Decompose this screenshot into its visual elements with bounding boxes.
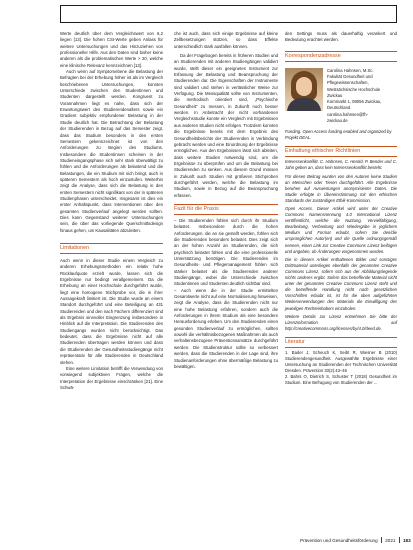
body-paragraph: Werte deutlich über dem Vergleichswert von 6,2 liegen [13]. Die hohen CSI-Werte geben Anlass für weitere Untersuchungen und das Hinzuziehen von professioneller Hilfe. Aus den Daten sind bisher keine anderen als die problematischen Werte > 20, welche eine klinische Relevanz kennzeichnen [13]. — [60, 31, 163, 68]
author-address — [327, 68, 381, 125]
text-column-middle — [174, 31, 278, 370]
ethics-paragraph: Die in diesem Artikel enthaltenen Bilder und sonstiges Drittmaterial unterliegen ebenfalls der genannten Creative Commons Lizenz, sofern sich aus der Abbildungslegende nichts anderes ergibt. Sofern das betreffende Material nicht unter der genannten Creative Commons Lizenz steht und die betreffende Handlung nicht nach gesetzlichen Vorschriften erlaubt ist, ist für die oben aufgeführten Weiterverwendungen des Materials die Einwilligung des jeweiligen Rechteinhabers einzuholen. — [285, 256, 397, 311]
author-line: Fakultät Gesundheit und — [327, 73, 373, 79]
text-column-right — [285, 31, 397, 386]
bullet-list: – Die Studierenden fühlen sich durch ihr Studium belastet. Insbesondere durch die hohen Anforderungen, die an sie gestellt werden, fühlen sich die Studierenden besonders belastet. Dies zeigt sich an der hohen Anzahl an Studierenden, die sich psychisch belastet fühlen und die eine professionelle Unterstützung benötigen. Die Studierenden im Gesundheits- und Pflegemanagement fühlen sich stärker belastet als die Studierenden anderer Studiengänge, wobei die Unterschiede zwischen Studentinnen und Studenten deutlich sichtbar sind. – Auch wenn die in der Studie ermittelten Gesamtwerte nicht auf eine Normalisierung hinweisen, zeigt die Analyse, dass die Studierenden nicht nur eine hohe Belastung erfahren, sondern auch die Anforderungen in ihrem Studium als eine besondere Herausforderung erleben. Um den Studierenden einen gesunden Studienverlauf zu ermöglichen, sollten sowohl die verhältnisbezogenen Maßnahmen als auch verhaltensbezogene Präventionsansätze durchgeführt werden. Die Studienstruktur sollte so verbessert werden, dass die Studierenden in der Lage sind, ihre Studienanforderungen ohne übermäßige Belastung zu bewältigen. — [174, 217, 278, 369]
text-column-left — [60, 31, 163, 391]
ethics-license-link: Weitere Details zur Lizenz entnehmen Sie bitte der Lizenzinformation auf http://creativecommons.org/licenses/by/4.0/deed.de. — [285, 313, 397, 331]
footer-separator — [399, 537, 400, 543]
footer-separator — [381, 537, 382, 543]
author-photo — [285, 68, 323, 111]
body-paragraph: che ist auch, dass sich einige Ergebnisse auf kleine Zellbesetzungen stützen, so dass Effekte unterschiedlich stark ausfallen können. — [174, 31, 278, 49]
author-line: Pflegewissenschaften, — [327, 80, 369, 86]
section-heading: Limitationen — [60, 243, 163, 254]
literature-list — [285, 350, 397, 387]
body-paragraph: Eine weitere Limitation betrifft die Verwendung von vorwiegend subjektiven Fragen, welche die Interpretation der Ergebnisse einschränken [21]. Eine Schwä- — [60, 365, 163, 390]
author-box — [285, 68, 397, 125]
ethics-section — [285, 159, 397, 332]
body-paragraph: Auch wenn auf Symptomebene die Belastung der Befragten bei der Erhebung höher ist als im Vergleich beschriebenen Untersuchungen, konnten Unterschiede zwischen den Studentinnen und Studenten dargestellt werden. Kongruent zu Vorannahmen liegt es nahe, dass sich der Erwartungswert des Studierendenalters sowie ein Gradient subjektiv empfundener Belastung in der Studie deutlich hat. Die Betrachtung der Belastung der Studierenden in Bezug auf das Semester zeigt, dass das Studium besonders in den ersten Semestern gekennzeichnet ist von den Anforderungen zu Beginn des Studiums. Insbesondere die Studentinnen scheinen in der Studieneingangsphase sich sehr stark überwältigt zu fühlen und die Anforderungen als belastend und die Belastungen, die ein Studium mit sich bringt, auch in späteren Semestern als hoch einzustufen. Weiterhin zeigt die Analyse, dass sich die Belastung in den ersten Semestern nicht signifikant von der in späteren Studienphasen unterscheidet. Insgesamt ist dies ein erster Anhaltspunkt, dass Interventionen über den gesamten Studienverlauf angelegt werden sollten. Dies kann Gegenstand weiterer Untersuchungen sein, die über das vorliegende Querschnittsdesign hinaus gehen, um Kausalitäten abzuleiten. — [60, 69, 163, 233]
author-line: Deutschland — [327, 105, 351, 111]
header-rule-box — [60, 5, 397, 23]
ethics-heading: Einhaltung ethischer Richtlinien — [285, 146, 397, 157]
body-paragraph: Da der Fragebogen bereits in früheren Studien und an Studierenden mit anderen Studiengängen validiert wurde, stellt dieser ein geeignetes Instrument zur Erfassung der Belastung und Beanspruchung der Studierenden dar. Die Eigenschaften der Instrumente sind validiert und stehen in verlässlicher Weise zur Verfügung. Die Messqualität sollte von Instrumenten, die methodisch orientiert sind, „Psychische Gesundheit“ zu messen, in Zukunft noch besser werden. In Anbetracht der nicht vorhandenen Vergleichsstudie konnte ein Vergleich mit Ergebnissen aus anderen Studien nicht erfolgen. Trotzdem konnten die Ergebnisse bereits mit dem Ergebnis des Gesundheitsberichts der Studierenden in Verbindung gebracht werden und eine Einordnung der Ergebnisse ermöglichen. Aus den Ergebnissen lässt sich ableiten, dass weitere Studien notwendig sind, um die Ergebnisse zu überprüfen und um die Belastung bei Studierenden zu senken. Aus diesem Grund müssen in Zukunft auch Studien mit größeren Stichproben durchgeführt werden, welche die Belastung im Studium, sowie in Bezug auf die Beanspruchung erfassen. — [174, 53, 278, 198]
reference-item: 1. Bader J, Scheuch K, Seibt R, Wiesner B (2010) Studierendengesundheit. Ausgewählte Ergebnisse einer Untersuchung an Studierenden der Technischen Universität Dresden. Prävention 33(2):43–46 — [285, 349, 397, 374]
section-heading: Fazit für die Praxis — [174, 204, 278, 215]
correspondence-heading: Korrespondenzadresse — [285, 51, 397, 62]
page-footer — [300, 537, 411, 544]
author-line: Westsächsische Hochschule — [327, 86, 381, 92]
journal-year: 2021 — [385, 538, 396, 543]
ethics-paragraph: Open Access. Dieser Artikel wird unter der Creative Commons Namensnennung 4.0 International Lizenz veröffentlicht, welche die Nutzung, Vervielfältigung, Bearbeitung, Verbreitung und Wiedergabe in jeglichem Medium und Format erlaubt, sofern Sie den/die ursprünglichen Autor(en) und die Quelle ordnungsgemäß nennen, einen Link zur Creative Commons Lizenz beifügen und angeben, ob Änderungen vorgenommen wurden. — [285, 206, 397, 254]
author-line: Carolina Hahnsen, M.Sc. — [327, 67, 374, 73]
body-paragraph: den Settings muss als dauerhaftig verankert und Bedeutung erachtet werden. — [285, 31, 397, 43]
journal-name: Prävention und Gesundheitsförderung — [300, 538, 378, 543]
page-number: 183 — [403, 538, 411, 543]
author-line: Zwickau — [327, 92, 343, 98]
funding-note: Funding. Open Access funding enabled and organized by Projekt DEAL. — [285, 129, 392, 141]
reference-item: 2. Bahrs O, Dietrich S, Schuster T (2018) Gesundheit im Studium. Eine Befragung von Studierenden der ... — [285, 374, 397, 386]
ethics-paragraph: Für diesen Beitrag wurden von den Autoren keine Studien an Menschen oder Tieren durchgeführt. Alle Ergebnisse beruhen auf Auswertungen anonymisierter Daten. Die Studie erfolgte in Übereinstimmung mit den ethischen Standards der zuständigen Ethik-Kommission. — [285, 173, 397, 203]
literature-heading: Literatur — [285, 337, 397, 348]
author-email: carolina.hahnsen@fh- — [327, 111, 369, 117]
ethics-paragraph: Interessenkonflikt. C. Hahnsen, C. Herold, P. Bender und C. Jahn geben an, dass kein Interessenkonflikt besteht. — [285, 159, 397, 171]
body-paragraph: Auch wenn in dieser Studie einem Vergleich zu anderen Erhebungsmethoden ein relativ hohe Rücklaufquote erzielt wurde, lassen sich die Ergebnisse nur bedingt verallgemeinern. Da die Erhebung an einer Hochschule durchgeführt wurde, liegt eine homogene Stichprobe vor, die in ihrer Aussagekraft limitiert ist. Die Studie wurde an einem Standort durchgeführt und eine Beteiligung an 431 Studierenden und den nach Fächern differenziert sind als Ergebnis sinnvoller Eingrenzung insbesondere in Hinblick auf die Interpretation. Die Studierenden des Studiengangs wurden nicht berücksichtigt. Das bedeutet, dass die Ergebnisse nicht auf alle Studierenden übertragen werden können und dass die Studierenden der Gesundheitsstudiengänge nicht repräsentativ für alle Studierenden in Deutschland stehen. — [60, 258, 163, 365]
author-line: Kornmarkt 1, 08056 Zwickau, — [327, 99, 382, 105]
author-email: zwickau.de — [327, 118, 348, 124]
